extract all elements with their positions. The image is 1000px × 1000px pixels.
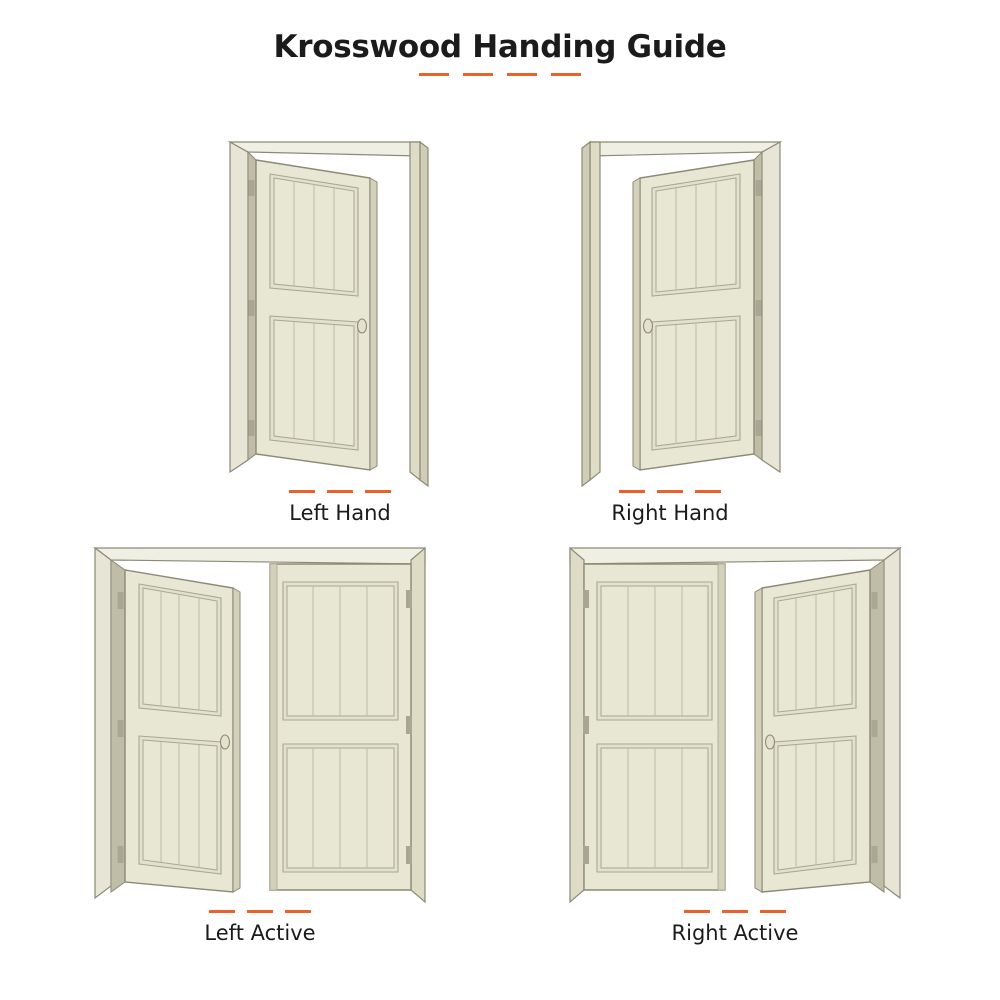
divider-dash [209, 910, 235, 913]
right-active-door-svg [530, 530, 940, 910]
divider-dash [551, 73, 581, 76]
caption-left-active [55, 910, 465, 945]
caption-left-hand [170, 490, 510, 525]
caption-label: Right Hand [611, 501, 729, 525]
figure-left-hand [170, 120, 510, 525]
caption-divider [500, 490, 840, 493]
caption-right-active [530, 910, 940, 945]
divider-dash [684, 910, 710, 913]
divider-dash [722, 910, 748, 913]
page-title: Krosswood Handing Guide [273, 29, 727, 65]
door-illustration-left-hand [170, 120, 510, 490]
divider-dash [507, 73, 537, 76]
page-title-block [0, 30, 1000, 76]
divider-dash [619, 490, 645, 493]
figure-right-hand [500, 120, 840, 525]
caption-label: Right Active [671, 921, 799, 945]
divider-dash [463, 73, 493, 76]
caption-divider [55, 910, 465, 913]
caption-divider [170, 490, 510, 493]
caption-label: Left Active [204, 921, 316, 945]
figure-right-active [530, 530, 940, 945]
title-divider [0, 73, 1000, 76]
right-hand-door-svg [500, 120, 840, 490]
caption-label: Left Hand [289, 501, 391, 525]
divider-dash [419, 73, 449, 76]
divider-dash [247, 910, 273, 913]
left-hand-door-svg [170, 120, 510, 490]
divider-dash [657, 490, 683, 493]
caption-right-hand [500, 490, 840, 525]
door-illustration-right-hand [500, 120, 840, 490]
figure-left-active [55, 530, 465, 945]
divider-dash [365, 490, 391, 493]
divider-dash [285, 910, 311, 913]
door-illustration-right-active [530, 530, 940, 910]
divider-dash [327, 490, 353, 493]
caption-divider [530, 910, 940, 913]
left-active-door-svg [55, 530, 465, 910]
divider-dash [760, 910, 786, 913]
door-illustration-left-active [55, 530, 465, 910]
divider-dash [289, 490, 315, 493]
divider-dash [695, 490, 721, 493]
